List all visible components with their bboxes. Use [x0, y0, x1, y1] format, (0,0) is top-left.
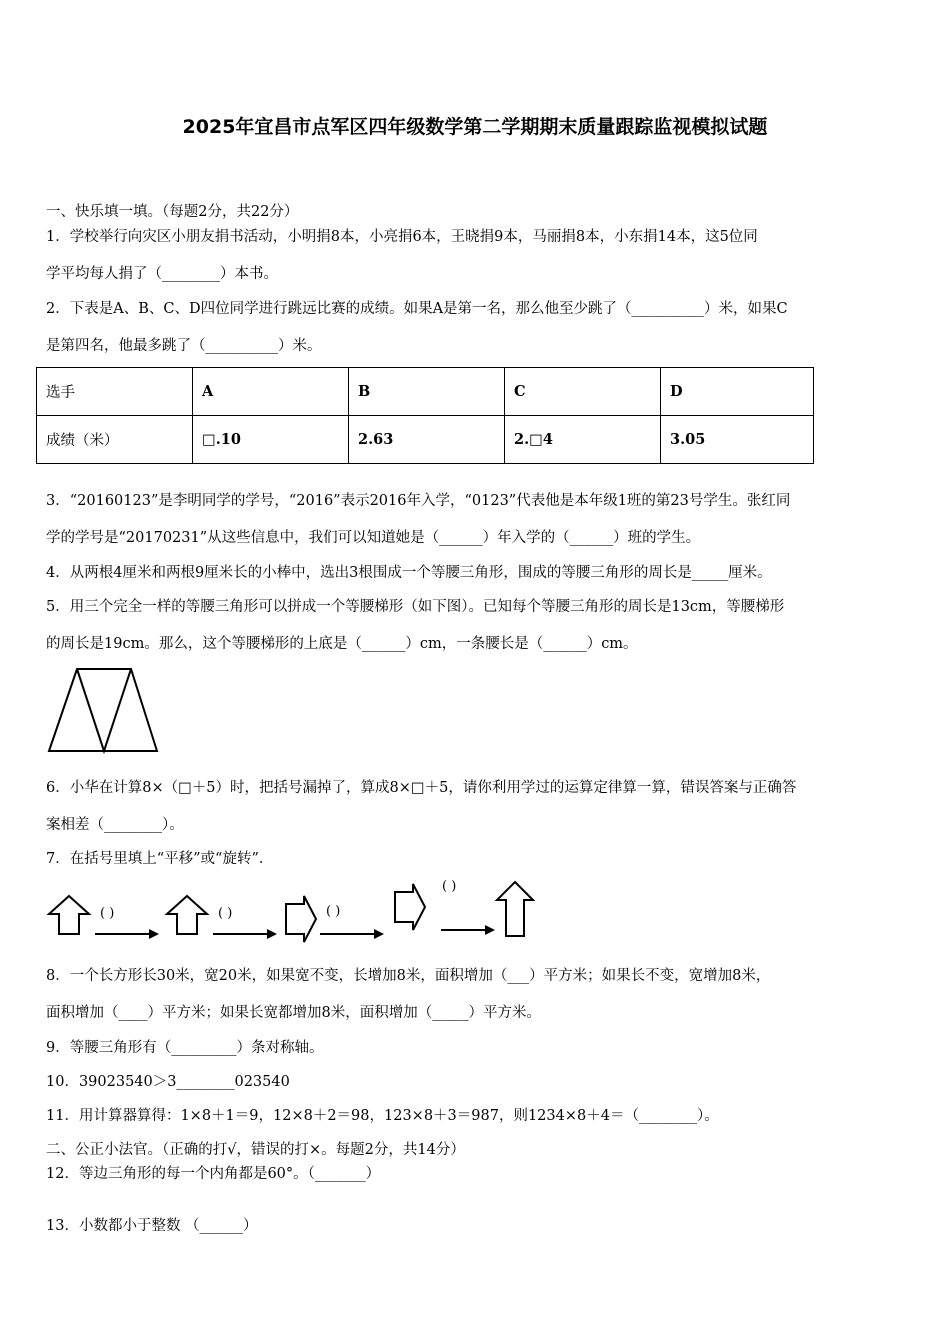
- right-block-arrow-icon: [393, 882, 427, 932]
- table-row: [37, 416, 814, 464]
- question-4: 4．从两根4厘米和两根9厘米长的小棒中，选出3根围成一个等腰三角形，围成的等腰三角形的周长是_____厘米。: [46, 565, 772, 581]
- question-1-line-1: 1．学校举行向灾区小朋友捐书活动，小明捐8本，小亮捐6本，王晓捐9本，马丽捐8本，小东捐14本，这5位同: [46, 229, 758, 245]
- up-arrow-icon: [495, 880, 535, 938]
- table-row: [37, 368, 814, 416]
- answer-blank: ( ): [100, 906, 115, 921]
- table-header-cell: 选手: [37, 368, 193, 416]
- section-2-heading: 二、公正小法官。（正确的打√，错误的打×。每题2分，共14分）: [46, 1142, 465, 1158]
- question-8-line-2: 面积增加（____）平方米；如果长宽都增加8米，面积增加（_____）平方米。: [46, 1005, 541, 1021]
- table-header-cell: D: [661, 368, 814, 416]
- table-header-cell: B: [349, 368, 505, 416]
- question-3-line-1: 3．“20160123”是李明同学的学号，“2016”表示2016年入学，“0123”代表他是本年级1班的第23号学生。张红同: [46, 493, 791, 509]
- question-12: 12．等边三角形的每一个内角都是60°。（_______）: [46, 1166, 381, 1182]
- right-arrow-icon: [213, 926, 279, 942]
- table-cell: 2.63: [349, 416, 505, 464]
- question-1-line-2: 学平均每人捐了（________）本书。: [46, 266, 278, 282]
- question-9: 9．等腰三角形有（_________）条对称轴。: [46, 1040, 324, 1056]
- trapezoid-figure: [46, 665, 160, 753]
- right-block-arrow-icon: [284, 894, 318, 944]
- table-header-cell: C: [505, 368, 661, 416]
- right-arrow-icon: [441, 922, 497, 938]
- question-2-line-2: 是第四名，他最多跳了（__________）米。: [46, 338, 322, 354]
- question-3-line-2: 学的学号是“20170231”从这些信息中，我们可以知道她是（______）年入学的（______）班的学生。: [46, 530, 701, 546]
- score-table: [36, 367, 814, 464]
- right-arrow-icon: [320, 926, 386, 942]
- question-5-line-1: 5．用三个完全一样的等腰三角形可以拼成一个等腰梯形（如下图）。已知每个等腰三角形的周长是13cm，等腰梯形: [46, 599, 785, 615]
- table-cell: □.10: [193, 416, 349, 464]
- question-11: 11．用计算器算得：1×8＋1＝9，12×8＋2＝98，123×8＋3＝987，则1234×8＋4＝（________）。: [46, 1108, 719, 1124]
- answer-blank: ( ): [442, 879, 457, 894]
- up-arrow-icon: [47, 894, 91, 936]
- question-10: 10．39023540＞3________023540: [46, 1074, 290, 1090]
- right-arrow-icon: [95, 926, 161, 942]
- question-2-line-1: 2．下表是A、B、C、D四位同学进行跳远比赛的成绩。如果A是第一名，那么他至少跳了（__________）米，如果C: [46, 301, 788, 317]
- question-5-line-2: 的周长是19cm。那么，这个等腰梯形的上底是（______）cm，一条腰长是（______）cm。: [46, 636, 638, 652]
- up-arrow-icon: [165, 894, 209, 936]
- question-8-line-1: 8．一个长方形长30米，宽20米，如果宽不变，长增加8米，面积增加（___）平方米；如果长不变，宽增加8米，: [46, 968, 771, 984]
- table-cell: 3.05: [661, 416, 814, 464]
- page-title: 2025年宜昌市点军区四年级数学第二学期期末质量跟踪监视模拟试题: [182, 116, 768, 138]
- answer-blank: ( ): [218, 906, 233, 921]
- answer-blank: ( ): [326, 904, 341, 919]
- table-cell: 成绩（米）: [37, 416, 193, 464]
- table-header-cell: A: [193, 368, 349, 416]
- question-6-line-1: 6．小华在计算8×（□＋5）时，把括号漏掉了，算成8×□＋5，请你利用学过的运算定律算一算，错误答案与正确答: [46, 780, 797, 796]
- section-1-heading: 一、快乐填一填。（每题2分，共22分）: [46, 204, 299, 220]
- table-cell: 2.□4: [505, 416, 661, 464]
- question-6-line-2: 案相差（________）。: [46, 817, 184, 833]
- question-7: 7．在括号里填上“平移”或“旋转”．: [46, 851, 274, 867]
- question-13: 13．小数都小于整数 （______）: [46, 1218, 258, 1234]
